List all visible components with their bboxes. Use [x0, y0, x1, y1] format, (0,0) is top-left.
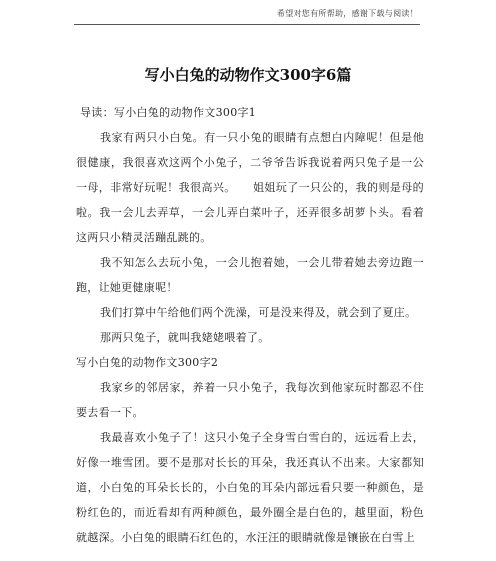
paragraph: 我家乡的邻居家，养着一只小兔子，我每次到他家玩时都忍不住要去看一下。	[76, 381, 424, 419]
paragraph: 我最喜欢小兔子了！这只小兔子全身雪白雪白的，远远看上去，好像一堆雪团。要不是那对长长的耳朵，我还真认不出来。大家都知道，小白兔的耳朵长长的，小白兔的耳朵内部远看只要一种颜色，是粉红色的，而近看却有两种颜色，最外圈全是白色的，越里面，粉色就越深。小白兔的眼睛石红色的，水汪汪的眼睛就像是镶嵌在白雪上	[76, 431, 424, 544]
paragraph: 我们打算中午给他们两个洗澡，可是没来得及，就会到了夏庄。	[100, 306, 417, 319]
paragraph: 那两只兔子，就叫我姥姥喂着了。	[100, 331, 270, 344]
paragraph: 我不知怎么去玩小兔，一会儿抱着她，一会儿带着她去旁边跑一跑，让她更健康呢！	[76, 256, 424, 294]
document-body	[76, 100, 424, 550]
intro-line: 导读：写小白兔的动物作文300字1	[80, 106, 257, 119]
header-note: 希望对您有所帮助，感谢下载与阅读！	[276, 9, 418, 18]
paragraph: 我家有两只小白兔。有一只小兔的眼睛有点想白内障呢！但是他很健康，我很喜欢这两个小兔子，二爷爷告诉我说着两只兔子是一公一母，非常好玩呢！我很高兴。 姐姐玩了一只公的，我的则是母的啦。我一会儿去弄草，一会儿弄白菜叶子，还弄很多胡萝卜头。看着这两只小精灵活蹦乱跳的。	[76, 131, 424, 244]
section-heading: 写小白兔的动物作文300字2	[76, 356, 219, 369]
document-title: 写小白兔的动物作文300字6篇	[144, 66, 352, 84]
header-divider	[74, 24, 420, 25]
